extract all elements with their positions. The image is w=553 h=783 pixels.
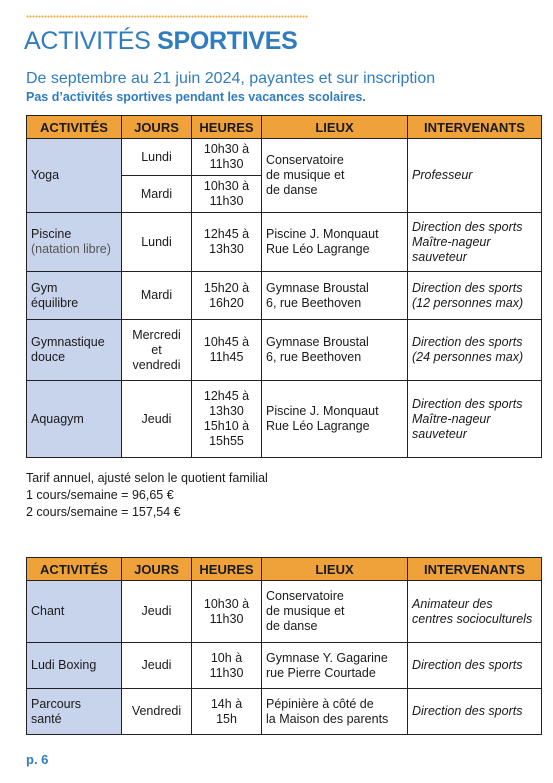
page-number: p. 6 (26, 752, 49, 767)
staff-cell: Direction des sports (408, 643, 542, 689)
place-cell: Gymnase Broustal 6, rue Beethoven (262, 272, 408, 320)
activity-cell: Gymnastique douce (27, 320, 122, 381)
time-cell: 10h30 à 11h30 (192, 139, 262, 176)
decorative-dot-line (26, 15, 308, 18)
table-row (27, 139, 542, 176)
header-jours: JOURS (122, 116, 192, 139)
activity-cell: Parcours santé (27, 689, 122, 735)
place-cell: Pépinière à côté de la Maison des parents (262, 689, 408, 735)
header-heures: HEURES (192, 116, 262, 139)
header-lieux: LIEUX (262, 116, 408, 139)
table-row (27, 381, 542, 458)
activity-cell: Piscine (natation libre) (27, 213, 122, 272)
day-cell: Jeudi (122, 643, 192, 689)
time-cell: 10h30 à 11h30 (192, 581, 262, 643)
day-cell: Vendredi (122, 689, 192, 735)
header-intervenants: INTERVENANTS (408, 558, 542, 581)
place-cell: Gymnase Broustal 6, rue Beethoven (262, 320, 408, 381)
header-activites: ACTIVITÉS (27, 116, 122, 139)
sports-table-2 (26, 557, 542, 735)
day-cell: Jeudi (122, 581, 192, 643)
activity-cell: Chant (27, 581, 122, 643)
activity-cell: Gym équilibre (27, 272, 122, 320)
table-row (27, 689, 542, 735)
table-header-row (27, 116, 542, 139)
staff-cell: Direction des sports Maître-nageur sauveteur (408, 381, 542, 458)
header-jours: JOURS (122, 558, 192, 581)
day-cell: Mercredi et vendredi (122, 320, 192, 381)
place-cell: Gymnase Y. Gagarine rue Pierre Courtade (262, 643, 408, 689)
activity-cell: Ludi Boxing (27, 643, 122, 689)
page-title: ACTIVITÉS SPORTIVES (24, 27, 298, 55)
time-cell: 12h45 à 13h30 15h10 à 15h55 (192, 381, 262, 458)
activity-cell: Aquagym (27, 381, 122, 458)
day-cell: Lundi (122, 213, 192, 272)
holiday-notice: Pas d’activités sportives pendant les vacances scolaires. (26, 90, 366, 104)
header-heures: HEURES (192, 558, 262, 581)
time-cell: 10h à 11h30 (192, 643, 262, 689)
time-cell: 14h à 15h (192, 689, 262, 735)
staff-cell: Direction des sports (12 personnes max) (408, 272, 542, 320)
table-row (27, 272, 542, 320)
day-cell: Lundi (122, 139, 192, 176)
table-header-row (27, 558, 542, 581)
place-cell: Conservatoire de musique et de danse (262, 581, 408, 643)
staff-cell: Professeur (408, 139, 542, 213)
time-cell: 15h20 à 16h20 (192, 272, 262, 320)
staff-cell: Direction des sports (24 personnes max) (408, 320, 542, 381)
place-cell: Conservatoire de musique et de danse (262, 139, 408, 213)
table-row (27, 320, 542, 381)
tarif-line: 2 cours/semaine = 157,54 € (26, 505, 181, 519)
activity-cell: Yoga (27, 139, 122, 213)
time-cell: 10h30 à 11h30 (192, 176, 262, 213)
day-cell: Mardi (122, 272, 192, 320)
time-cell: 12h45 à 13h30 (192, 213, 262, 272)
tarif-line: Tarif annuel, ajusté selon le quotient familial (26, 471, 268, 485)
day-cell: Jeudi (122, 381, 192, 458)
staff-cell: Direction des sports Maître-nageur sauveteur (408, 213, 542, 272)
table-row (27, 643, 542, 689)
subtitle: De septembre au 21 juin 2024, payantes et sur inscription (26, 70, 436, 87)
tarif-block (26, 470, 268, 521)
tarif-line: 1 cours/semaine = 96,65 € (26, 488, 174, 502)
place-cell: Piscine J. Monquaut Rue Léo Lagrange (262, 213, 408, 272)
staff-cell: Direction des sports (408, 689, 542, 735)
place-cell: Piscine J. Monquaut Rue Léo Lagrange (262, 381, 408, 458)
staff-cell: Animateur des centres socioculturels (408, 581, 542, 643)
time-cell: 10h45 à 11h45 (192, 320, 262, 381)
header-activites: ACTIVITÉS (27, 558, 122, 581)
table-row (27, 213, 542, 272)
sports-table-1 (26, 115, 542, 458)
header-intervenants: INTERVENANTS (408, 116, 542, 139)
table-row (27, 581, 542, 643)
day-cell: Mardi (122, 176, 192, 213)
header-lieux: LIEUX (262, 558, 408, 581)
